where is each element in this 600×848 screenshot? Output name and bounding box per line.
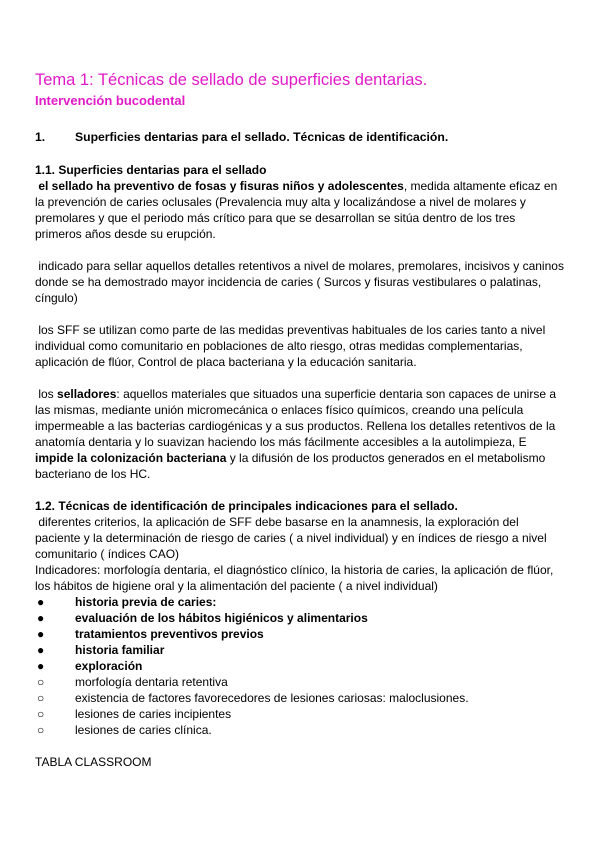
indicator-text: historia previa de caries: <box>75 595 217 609</box>
section-1-number: 1. <box>35 130 46 144</box>
indicator-text: existencia de factores favorecedores de lesiones cariosas: maloclusiones. <box>75 691 469 705</box>
document-title: Tema 1: Técnicas de sellado de superficies dentarias. <box>35 71 428 89</box>
indicator-text: lesiones de caries clínica. <box>75 723 212 737</box>
hollow-bullet-icon: ○ <box>37 675 45 689</box>
paragraph-2-text: indicado para sellar aquellos detalles retentivos a nivel de molares, premolares, incisivos y caninos donde se ha demostrado mayor incidencia de caries ( Surcos y fisuras vestibulares o palatinas, cíngulo) <box>35 259 564 305</box>
indicator-text: lesiones de caries incipientes <box>75 707 232 721</box>
paragraph-1-text: , medida altamente eficaz en la prevención de caries oclusales (Prevalencia muy alta y localizándose a nivel de molares y premolares y que el periodo más crítico para que se desarrollan se sitúa dentro de los tres primeros años desde su erupción. <box>35 179 558 241</box>
paragraph-4-lead: los <box>38 387 58 401</box>
section-1-2-paragraph-1 <box>35 514 565 562</box>
document-page <box>35 70 565 770</box>
colonizacion-emphasis: impide la colonización bacteriana <box>35 451 227 465</box>
indicator-item <box>35 722 565 738</box>
section-1-heading <box>35 129 565 145</box>
indicator-list <box>35 594 565 738</box>
filled-bullet-icon: ● <box>37 627 45 641</box>
paragraph-4-body: : aquellos materiales que situados una superficie dentaria son capaces de unirse a las mismas, mediante unión micromecánica o enlaces físico químicos, creando una película impermeable a las bacterias cardiogénicas y a sus productos. Rellena los detalles retentivos de la anatomía dentaria y lo suavizan haciendo los más fácilmente accesibles a la autolimpieza, E <box>35 387 557 449</box>
section-1-2-paragraph-2: Indicadores: morfología dentaria, el diagnóstico clínico, la historia de caries, la aplicación de flúor, los hábitos de higiene oral y la alimentación del paciente ( a nivel individual) <box>35 563 554 593</box>
indicator-item <box>35 610 565 626</box>
filled-bullet-icon: ● <box>37 595 45 609</box>
indicator-text: evaluación de los hábitos higiénicos y alimentarios <box>75 611 368 625</box>
indicator-text: tratamientos preventivos previos <box>75 627 264 641</box>
selladores-emphasis: selladores <box>57 387 117 401</box>
paragraph-4-tail: y la difusión de los productos generados en el metabolismo bacteriano de los HC. <box>35 451 546 481</box>
section-1-1-paragraph-4 <box>35 386 565 482</box>
section-1-1-heading: 1.1. Superficies dentarias para el sellado <box>35 163 267 177</box>
hollow-bullet-icon: ○ <box>37 691 45 705</box>
hollow-bullet-icon: ○ <box>37 707 45 721</box>
indicator-item <box>35 706 565 722</box>
indicator-item <box>35 642 565 658</box>
document-subtitle: Intervención bucodental <box>35 93 186 108</box>
tabla-classroom-label: TABLA CLASSROOM <box>35 755 152 769</box>
paragraph-3-text: los SFF se utilizan como parte de las medidas preventivas habituales de los caries tanto a nivel individual como comunitario en poblaciones de alto riesgo, otras medidas complementarias, aplicación de flúor, Control de placa bacteriana y la educación sanitaria. <box>35 323 546 369</box>
indicator-item <box>35 594 565 610</box>
section-1-1-paragraph-2 <box>35 258 565 306</box>
indicator-text: morfología dentaria retentiva <box>75 675 228 689</box>
indicator-text: exploración <box>75 659 143 673</box>
indicator-item <box>35 690 565 706</box>
section-1-2-heading: 1.2. Técnicas de identificación de principales indicaciones para el sellado. <box>35 499 458 513</box>
criteria-text: diferentes criterios, la aplicación de SFF debe basarse en la anamnesis, la exploración del paciente y la determinación de riesgo de caries ( a nivel individual) y en índices de riesgo a nivel comunitario ( índices CAO) <box>35 515 547 561</box>
indicator-item <box>35 626 565 642</box>
section-1-1-paragraph-1 <box>35 178 565 242</box>
indicator-item <box>35 658 565 674</box>
filled-bullet-icon: ● <box>37 611 45 625</box>
section-1-title: Superficies dentarias para el sellado. Técnicas de identificación. <box>75 130 449 144</box>
section-1-1-paragraph-3 <box>35 322 565 370</box>
hollow-bullet-icon: ○ <box>37 723 45 737</box>
filled-bullet-icon: ● <box>37 643 45 657</box>
sellado-emphasis: el sellado ha preventivo de fosas y fisuras niños y adolescentes <box>38 179 404 193</box>
filled-bullet-icon: ● <box>37 659 45 673</box>
indicator-text: historia familiar <box>75 643 165 657</box>
indicator-item <box>35 674 565 690</box>
